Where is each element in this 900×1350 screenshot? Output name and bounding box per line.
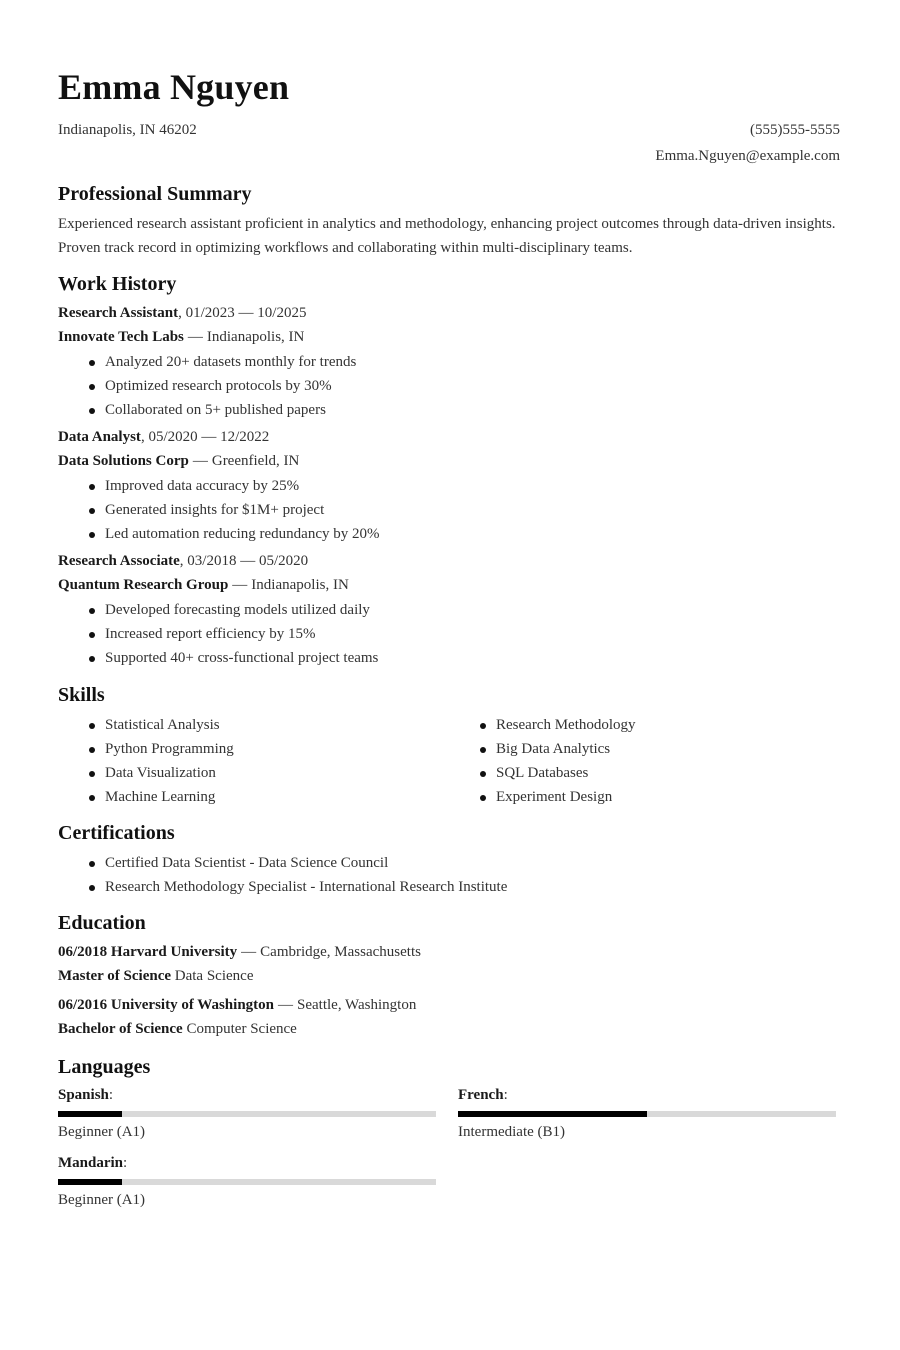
- address: Indianapolis, IN 46202: [58, 122, 197, 138]
- education-location: Seattle, Washington: [297, 997, 417, 1013]
- job-bullets: [58, 474, 380, 546]
- job-dates: , 03/2018 — 05/2020: [179, 553, 309, 569]
- job-dates: , 01/2023 — 10/2025: [178, 305, 307, 321]
- job-company-line: Data Solutions Corp — Greenfield, IN: [58, 453, 300, 469]
- language-level: Beginner (A1): [58, 1192, 146, 1208]
- job-dates: , 05/2020 — 12/2022: [140, 429, 270, 445]
- list-item: Led automation reducing redundancy by 20%: [58, 522, 380, 546]
- job-role: Research Assistant: [58, 305, 179, 321]
- job-title-line: [58, 429, 269, 446]
- job-company-line: Quantum Research Group — Indianapolis, IN: [58, 577, 349, 593]
- education-field: Computer Science: [186, 1021, 297, 1037]
- job-location: Indianapolis, IN: [206, 329, 305, 345]
- skill-item: Machine Learning: [58, 785, 448, 809]
- job-company: Data Solutions Corp: [58, 453, 189, 469]
- skill-item: Python Programming: [58, 737, 448, 761]
- language-progress-fill: [58, 1179, 122, 1185]
- job-bullets: [58, 350, 356, 422]
- language-level: Intermediate (B1): [458, 1124, 566, 1140]
- education-school-line: 06/2016 University of Washington — Seattle, Washington: [58, 997, 417, 1013]
- section-title-languages: Languages: [58, 1056, 151, 1078]
- list-item: Generated insights for $1M+ project: [58, 498, 380, 522]
- language-name: Mandarin:: [58, 1155, 128, 1171]
- job-company: Quantum Research Group: [58, 577, 229, 593]
- education-school: 06/2016 University of Washington: [58, 997, 274, 1013]
- list-item: Analyzed 20+ datasets monthly for trends: [58, 350, 356, 374]
- skills-right-list: [449, 713, 839, 809]
- phone: (555)555-5555: [750, 122, 840, 138]
- language-name: Spanish:: [58, 1087, 114, 1103]
- job-location: Greenfield, IN: [211, 453, 300, 469]
- skill-item: SQL Databases: [449, 761, 839, 785]
- list-item: Developed forecasting models utilized daily: [58, 598, 378, 622]
- education-school: 06/2018 Harvard University: [58, 944, 238, 960]
- skill-item: Big Data Analytics: [449, 737, 839, 761]
- education-degree: Master of Science: [58, 968, 172, 984]
- certifications-list: [58, 851, 507, 899]
- skill-item: Experiment Design: [449, 785, 839, 809]
- skill-item: Statistical Analysis: [58, 713, 448, 737]
- education-school-line: 06/2018 Harvard University — Cambridge, Massachusetts: [58, 944, 421, 960]
- job-role: Data Analyst: [58, 429, 141, 445]
- language-progress-bar: [58, 1179, 436, 1185]
- job-title-line: [58, 305, 306, 322]
- job-company: Innovate Tech Labs: [58, 329, 184, 345]
- language-progress-bar: [58, 1111, 436, 1117]
- education-degree-line: [58, 1021, 297, 1038]
- job-company-line: Innovate Tech Labs — Indianapolis, IN: [58, 329, 305, 345]
- skills-left-list: [58, 713, 448, 809]
- job-role: Research Associate: [58, 553, 180, 569]
- job-title-line: [58, 553, 308, 570]
- section-title-skills: Skills: [58, 684, 105, 706]
- education-degree-line: [58, 968, 253, 985]
- language-name: French:: [458, 1087, 508, 1103]
- education-field: Data Science: [174, 968, 254, 984]
- certification-item: Research Methodology Specialist - International Research Institute: [58, 875, 507, 899]
- job-location: Indianapolis, IN: [251, 577, 349, 593]
- language-progress-fill: [458, 1111, 647, 1117]
- language-progress-fill: [58, 1111, 122, 1117]
- candidate-name: Emma Nguyen: [58, 67, 290, 107]
- section-title-education: Education: [58, 912, 146, 934]
- skill-item: Research Methodology: [449, 713, 839, 737]
- certification-item: Certified Data Scientist - Data Science Council: [58, 851, 507, 875]
- job-bullets: [58, 598, 378, 670]
- section-title-certifications: Certifications: [58, 822, 175, 844]
- list-item: Increased report efficiency by 15%: [58, 622, 378, 646]
- list-item: Supported 40+ cross-functional project teams: [58, 646, 378, 670]
- section-title-summary: Professional Summary: [58, 183, 252, 205]
- summary-text: Experienced research assistant proficient in analytics and methodology, enhancing project outcomes through data-driven insights. Proven track record in optimizing workflows and collaborating within multi-disciplinary teams.: [58, 216, 836, 256]
- language-level: Beginner (A1): [58, 1124, 146, 1140]
- education-degree: Bachelor of Science: [58, 1021, 183, 1037]
- list-item: Collaborated on 5+ published papers: [58, 398, 356, 422]
- skill-item: Data Visualization: [58, 761, 448, 785]
- list-item: Improved data accuracy by 25%: [58, 474, 380, 498]
- education-location: Cambridge, Massachusetts: [260, 944, 421, 960]
- section-title-work: Work History: [58, 273, 177, 295]
- email[interactable]: Emma.Nguyen@example.com: [655, 148, 840, 164]
- list-item: Optimized research protocols by 30%: [58, 374, 356, 398]
- language-progress-bar: [458, 1111, 836, 1117]
